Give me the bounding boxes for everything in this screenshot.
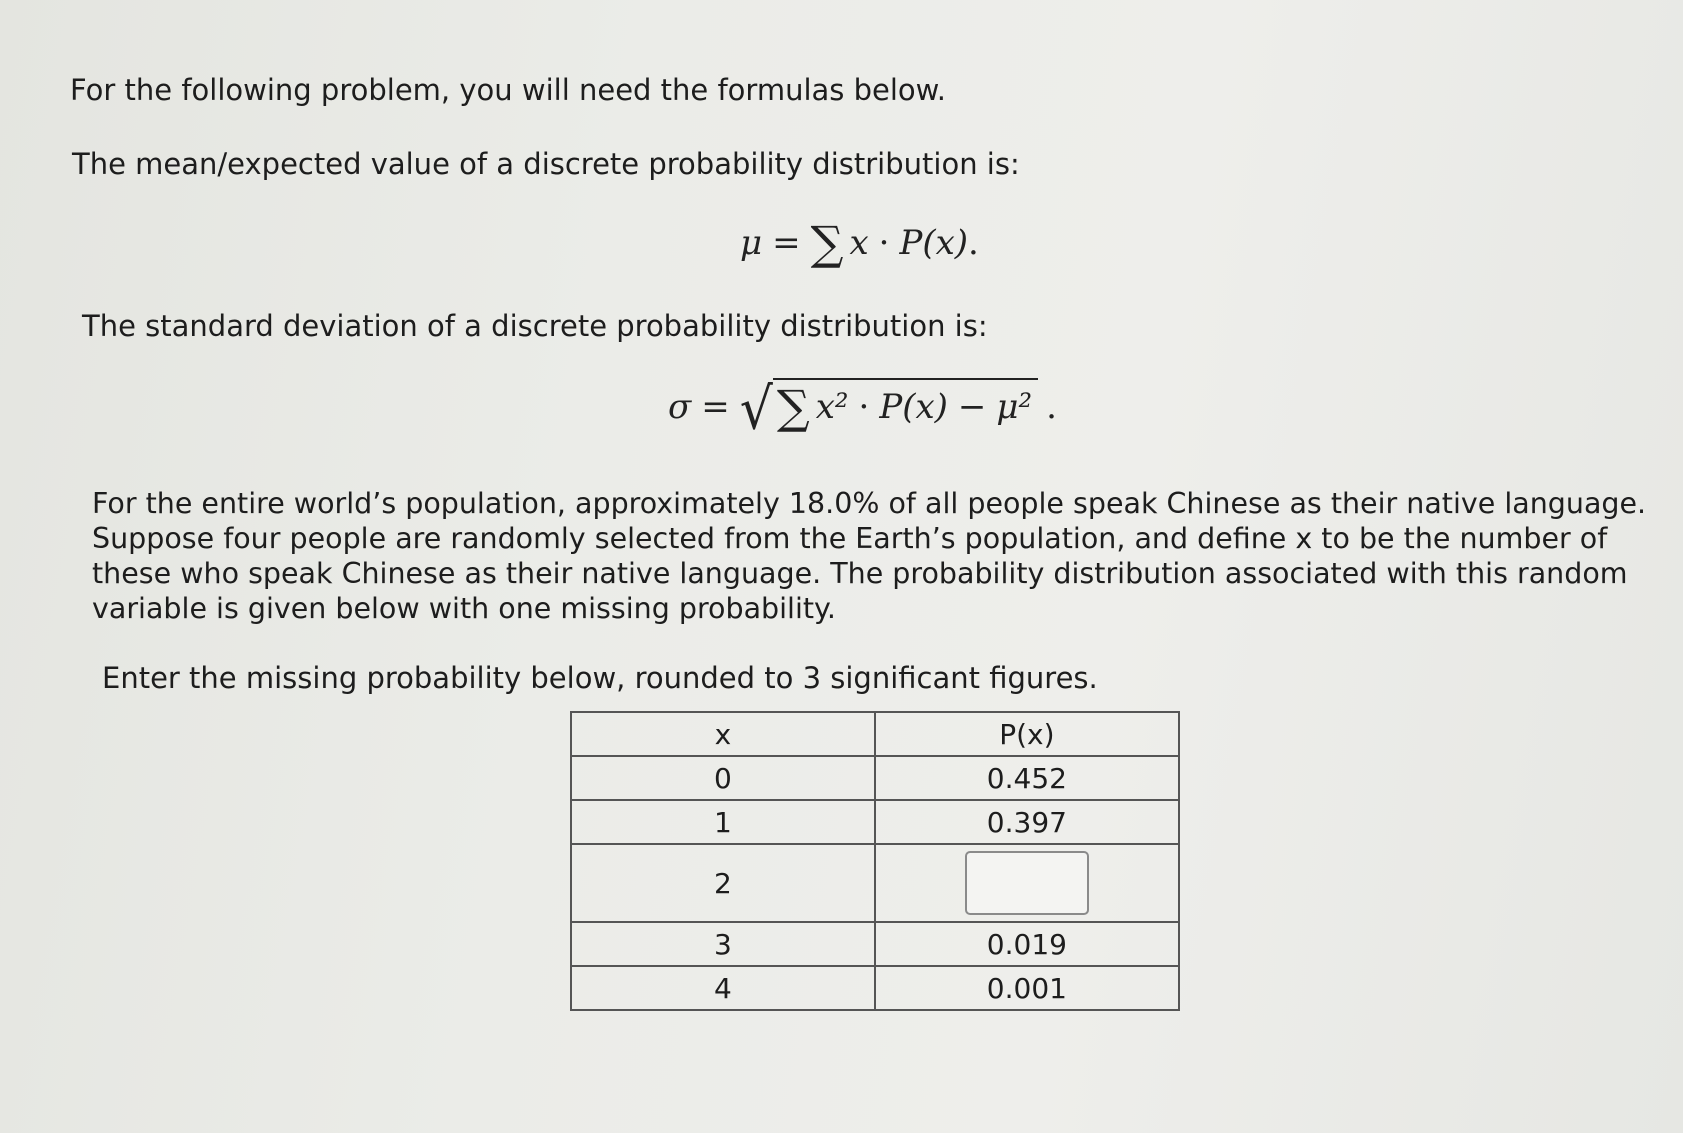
dot-operator: · xyxy=(858,387,870,427)
table-header-row xyxy=(571,712,1179,756)
problem-line-3: these who speak Chinese as their native language. The probability distribution associated with this random xyxy=(92,557,1628,590)
mu-squared: μ² xyxy=(996,387,1033,427)
problem-line-1: For the entire world’s population, approximately 18.0% of all people speak Chinese as their native language. xyxy=(92,487,1647,520)
x-variable: x xyxy=(849,223,869,263)
radical-icon: √ xyxy=(739,377,773,443)
radicand xyxy=(773,378,1038,434)
mean-label: The mean/expected value of a discrete probability distribution is: xyxy=(72,147,1020,181)
cell-x: 2 xyxy=(571,844,875,922)
period: . xyxy=(1046,387,1057,427)
cell-x: 3 xyxy=(571,922,875,966)
cell-p: 0.001 xyxy=(875,966,1179,1010)
sd-label: The standard deviation of a discrete probability distribution is: xyxy=(82,309,988,343)
header-px: P(x) xyxy=(875,712,1179,756)
probability-function: P(x) xyxy=(899,223,969,263)
missing-probability-input[interactable] xyxy=(965,851,1089,915)
square-root xyxy=(739,377,1038,443)
summation-icon: ∑ xyxy=(776,380,810,434)
cell-x: 4 xyxy=(571,966,875,1010)
cell-p: 0.397 xyxy=(875,800,1179,844)
equals-sign: = xyxy=(701,387,730,427)
problem-statement xyxy=(92,486,1652,626)
table-row xyxy=(571,800,1179,844)
intro-text: For the following problem, you will need the formulas below. xyxy=(70,73,946,107)
sd-formula xyxy=(668,377,1057,443)
summation-icon: ∑ xyxy=(810,216,844,270)
header-x: x xyxy=(571,712,875,756)
problem-line-4: variable is given below with one missing probability. xyxy=(92,592,836,625)
table-row xyxy=(571,966,1179,1010)
x-squared: x² xyxy=(815,387,849,427)
period: . xyxy=(968,223,979,263)
probability-function: P(x) xyxy=(879,387,948,427)
minus-sign: − xyxy=(957,387,987,427)
cell-p: 0.452 xyxy=(875,756,1179,800)
cell-p-input xyxy=(875,844,1179,922)
table-row xyxy=(571,922,1179,966)
dot-operator: · xyxy=(878,223,890,263)
instruction-text: Enter the missing probability below, rounded to 3 significant figures. xyxy=(102,661,1098,695)
table-row xyxy=(571,756,1179,800)
cell-p: 0.019 xyxy=(875,922,1179,966)
probability-table xyxy=(570,711,1180,1011)
mean-formula xyxy=(740,216,979,270)
cell-x: 0 xyxy=(571,756,875,800)
equals-sign: = xyxy=(772,223,801,263)
mu-symbol: μ xyxy=(740,223,763,263)
cell-x: 1 xyxy=(571,800,875,844)
problem-line-2: Suppose four people are randomly selected from the Earth’s population, and define x to be the number of xyxy=(92,522,1608,555)
table-row xyxy=(571,844,1179,922)
sigma-symbol: σ xyxy=(668,387,692,427)
